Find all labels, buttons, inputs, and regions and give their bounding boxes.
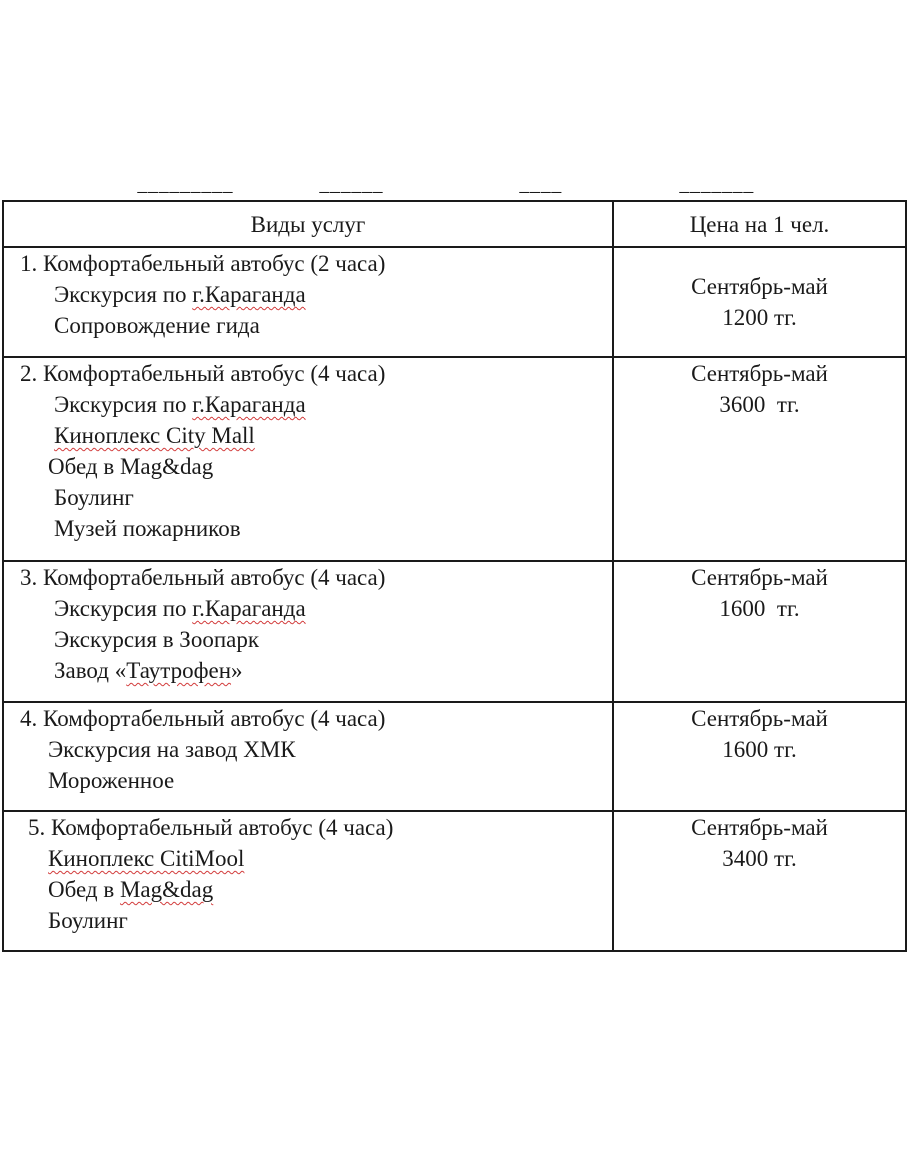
service-item: Экскурсия по г.Караганда bbox=[54, 596, 306, 621]
services-price-table bbox=[2, 200, 907, 952]
package-title: 1. Комфортабельный автобус (2 часа) bbox=[20, 251, 386, 276]
header-price: Цена на 1 чел. bbox=[613, 201, 906, 247]
services-cell bbox=[3, 357, 613, 561]
price-value: 1200 тг. bbox=[722, 305, 797, 330]
service-item: Экскурсия по г.Караганда bbox=[54, 392, 306, 417]
table-row bbox=[3, 247, 906, 357]
service-item: Обед в Mag&dag bbox=[48, 454, 214, 479]
service-item: Мороженное bbox=[48, 768, 175, 793]
price-period: Сентябрь-май bbox=[691, 706, 828, 731]
package-title: 4. Комфортабельный автобус (4 часа) bbox=[20, 706, 386, 731]
service-item: Обед в Mag&dag bbox=[48, 877, 214, 902]
price-cell bbox=[613, 561, 906, 702]
service-item: Боулинг bbox=[48, 908, 128, 933]
table-row bbox=[3, 357, 906, 561]
price-period: Сентябрь-май bbox=[691, 274, 828, 299]
price-value: 3600 тг. bbox=[719, 392, 800, 417]
package-title: 2. Комфортабельный автобус (4 часа) bbox=[20, 361, 386, 386]
price-period: Сентябрь-май bbox=[691, 565, 828, 590]
price-period: Сентябрь-май bbox=[691, 815, 828, 840]
price-cell bbox=[613, 811, 906, 951]
table-row bbox=[3, 702, 906, 811]
price-value: 1600 тг. bbox=[719, 596, 800, 621]
table-row bbox=[3, 561, 906, 702]
price-cell bbox=[613, 357, 906, 561]
service-item: Киноплекс City Mall bbox=[54, 423, 255, 448]
service-item: Киноплекс CitiMool bbox=[48, 846, 245, 871]
package-title: 3. Комфортабельный автобус (4 часа) bbox=[20, 565, 386, 590]
package-title: 5. Комфортабельный автобус (4 часа) bbox=[28, 815, 394, 840]
service-item: Экскурсия на завод ХМК bbox=[48, 737, 296, 762]
price-period: Сентябрь-май bbox=[691, 361, 828, 386]
service-item: Сопровождение гида bbox=[54, 313, 260, 338]
price-cell bbox=[613, 247, 906, 357]
price-cell bbox=[613, 702, 906, 811]
service-item: Музей пожарников bbox=[54, 516, 241, 541]
services-cell bbox=[3, 811, 613, 951]
price-value: 3400 тг. bbox=[722, 846, 797, 871]
services-cell bbox=[3, 702, 613, 811]
service-item: Завод «Таутрофен» bbox=[54, 658, 243, 683]
services-cell bbox=[3, 247, 613, 357]
table-row bbox=[3, 811, 906, 951]
header-services: Виды услуг bbox=[3, 201, 613, 247]
table-header-row bbox=[3, 201, 906, 247]
price-value: 1600 тг. bbox=[722, 737, 797, 762]
service-item: Экскурсия по г.Караганда bbox=[54, 282, 306, 307]
services-cell bbox=[3, 561, 613, 702]
service-item: Боулинг bbox=[54, 485, 134, 510]
cropped-heading-remnant: ‾‾‾‾‾‾‾‾‾ ‾‾‾‾‾‾ ‾‾‾‾ ‾‾‾‾‾‾‾ bbox=[138, 190, 755, 219]
service-item: Экскурсия в Зоопарк bbox=[54, 627, 260, 652]
